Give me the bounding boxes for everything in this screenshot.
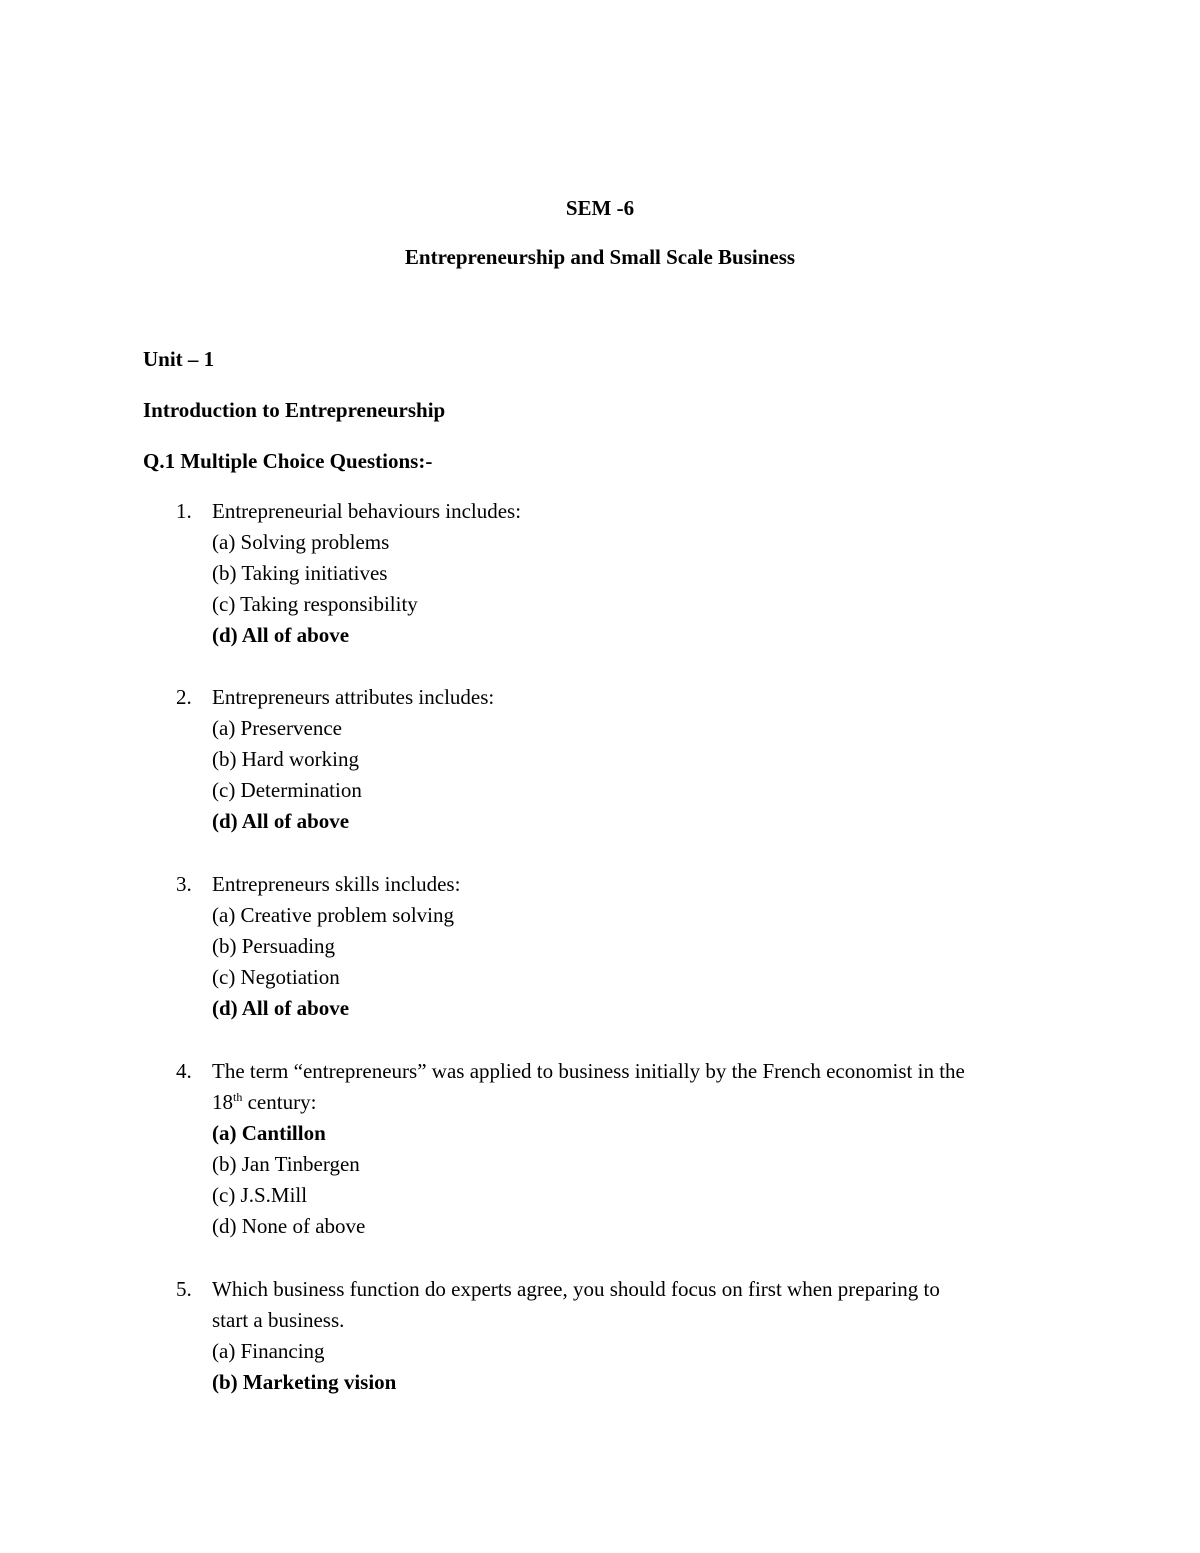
unit-label: Unit – 1 (143, 347, 215, 371)
option-d-correct: (d) All of above (212, 809, 350, 833)
question-text: Entrepreneurial behaviours includes: (212, 499, 522, 523)
option-c: (c) Taking responsibility (212, 592, 418, 616)
question-3 (176, 869, 1076, 1024)
option-b: (b) Taking initiatives (212, 561, 388, 585)
subject-title: Entrepreneurship and Small Scale Business (404, 245, 796, 269)
ordinal-suffix: th (233, 1090, 243, 1104)
question-text-line-1: Which business function do experts agree, you should focus on first when preparing to (212, 1277, 940, 1301)
question-5 (176, 1274, 1076, 1398)
question-number: 2. (176, 685, 192, 709)
question-2 (176, 682, 1076, 837)
unit-title: Introduction to Entrepreneurship (143, 398, 446, 422)
question-text: Entrepreneurs skills includes: (212, 872, 461, 896)
option-b: (b) Persuading (212, 934, 336, 958)
option-c: (c) Negotiation (212, 965, 340, 989)
question-number: 5. (176, 1277, 192, 1301)
century-word: century: (242, 1090, 317, 1114)
question-number: 1. (176, 499, 192, 523)
question-text-line-2 (212, 1087, 1076, 1118)
option-c: (c) J.S.Mill (212, 1183, 308, 1207)
semester-heading: SEM -6 (565, 196, 635, 220)
option-b: (b) Hard working (212, 747, 359, 771)
option-a: (a) Solving problems (212, 530, 390, 554)
question-number: 4. (176, 1059, 192, 1083)
question-text-line-2: start a business. (212, 1308, 345, 1332)
option-d-correct: (d) All of above (212, 996, 350, 1020)
question-text: Entrepreneurs attributes includes: (212, 685, 495, 709)
option-b-correct: (b) Marketing vision (212, 1370, 397, 1394)
option-a: (a) Preservence (212, 716, 342, 740)
question-4 (176, 1056, 1076, 1242)
question-1 (176, 496, 1076, 651)
option-a: (a) Financing (212, 1339, 325, 1363)
option-c: (c) Determination (212, 778, 362, 802)
option-d: (d) None of above (212, 1214, 366, 1238)
option-a-correct: (a) Cantillon (212, 1121, 326, 1145)
option-b: (b) Jan Tinbergen (212, 1152, 360, 1176)
question-text-line-1: The term “entrepreneurs” was applied to business initially by the French economist in the (212, 1059, 965, 1083)
question-number: 3. (176, 872, 192, 896)
option-d-correct: (d) All of above (212, 623, 350, 647)
century-number: 18 (212, 1090, 233, 1114)
section-heading: Q.1 Multiple Choice Questions:- (143, 449, 433, 473)
option-a: (a) Creative problem solving (212, 903, 455, 927)
